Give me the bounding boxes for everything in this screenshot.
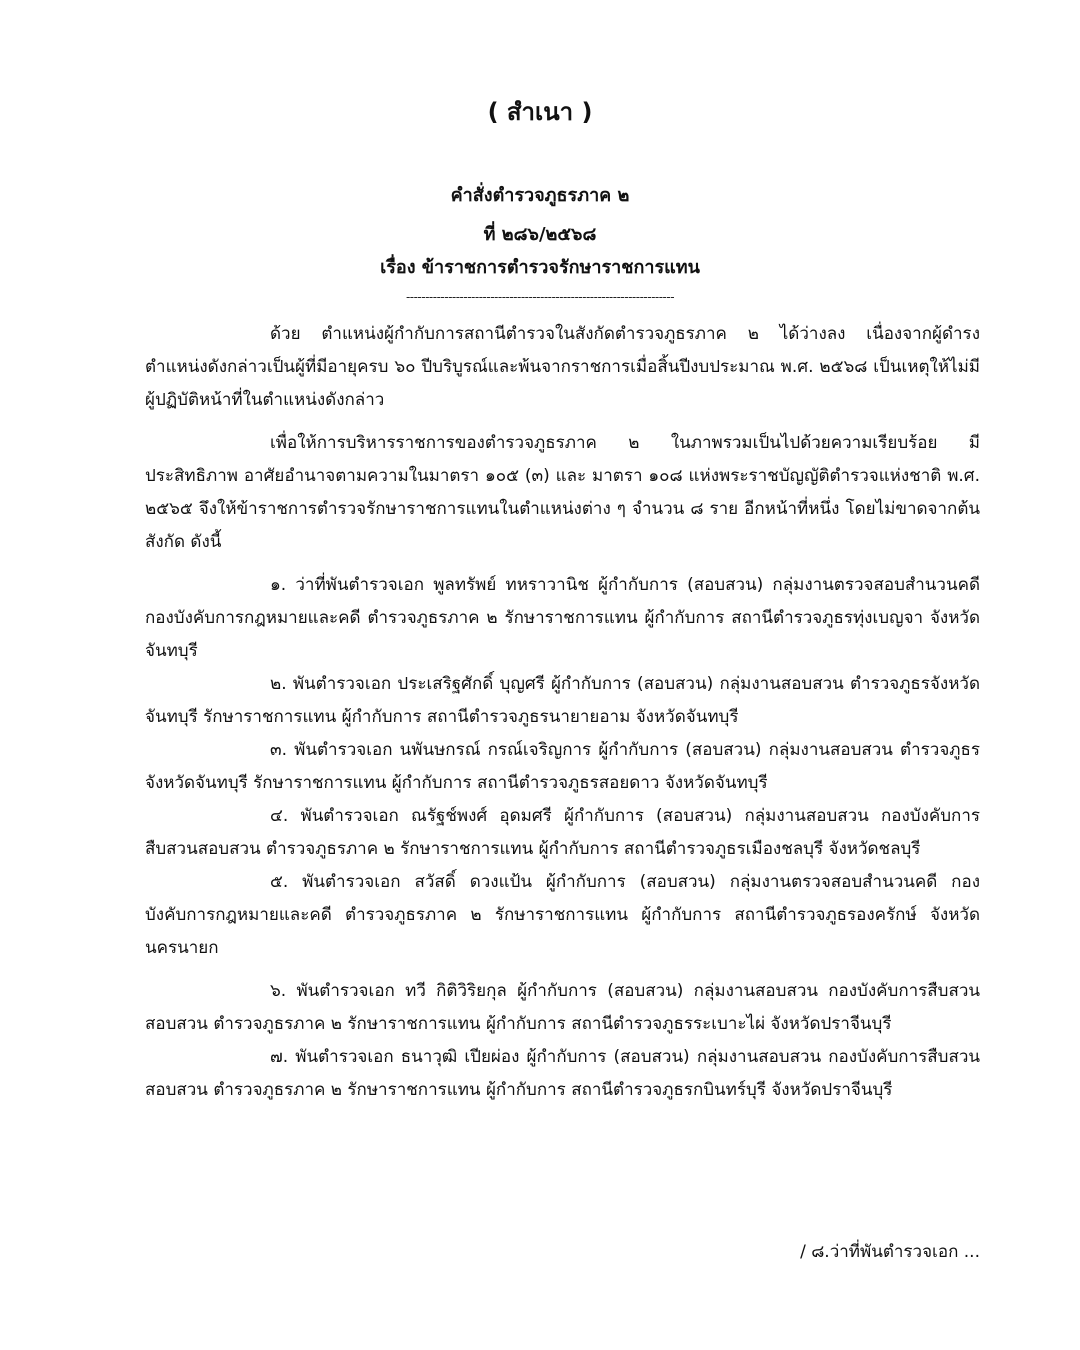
continuation-note: / ๘.ว่าที่พันตำรวจเอก ... bbox=[800, 1242, 980, 1262]
order-number: ที่ ๒๘๖/๒๕๖๘ bbox=[483, 224, 597, 245]
appointment-item-5: ๕. พันตำรวจเอก สวัสดิ์ ดวงแป้น ผู้กำกับการ (สอบสวน) กลุ่มงานตรวจสอบสำนวนคดี กองบังคับการกฎหมายและคดี ตำรวจภูธรภาค ๒ รักษาราชการแทน ผู้กำกับการ สถานีตำรวจภูธรองครักษ์ จังหวัดนครนายก bbox=[145, 872, 980, 958]
appointment-item-6: ๖. พันตำรวจเอก ทวี กิติวิริยกุล ผู้กำกับการ (สอบสวน) กลุ่มงานสอบสวน กองบังคับการสืบสวนสอบสวน ตำรวจภูธรภาค ๒ รักษาราชการแทน ผู้กำกับการ สถานีตำรวจภูธรระเบาะไผ่ จังหวัดปราจีนบุรี bbox=[145, 981, 980, 1034]
order-subject: เรื่อง ข้าราชการตำรวจรักษาราชการแทน bbox=[380, 257, 700, 278]
paragraph-reason: ด้วย ตำแหน่งผู้กำกับการสถานีตำรวจในสังกัดตำรวจภูธรภาค ๒ ได้ว่างลง เนื่องจากผู้ดำรงตำแหน่งดังกล่าวเป็นผู้ที่มีอายุครบ ๖๐ ปีบริบูรณ์และพ้นจากราชการเมื่อสิ้นปีงบประมาณ พ.ศ. ๒๕๖๘ เป็นเหตุให้ไม่มีผู้ปฏิบัติหน้าที่ในตำแหน่งดังกล่าว bbox=[145, 324, 980, 410]
divider-line: ---------------------------------------------------------------------- bbox=[405, 290, 675, 304]
paragraph-authority: เพื่อให้การบริหารราชการของตำรวจภูธรภาค ๒ ในภาพรวมเป็นไปด้วยความเรียบร้อย มีประสิทธิภาพ อาศัยอำนาจตามความในมาตรา ๑๐๕ (๓) และ มาตรา ๑๐๘ แห่งพระราชบัญญัติตำรวจแห่งชาติ พ.ศ. ๒๕๖๕ จึงให้ข้าราชการตำรวจรักษาราชการแทนในตำแหน่งต่าง ๆ จำนวน ๘ ราย อีกหน้าที่หนึ่ง โดยไม่ขาดจากต้นสังกัด ดังนี้ bbox=[145, 433, 980, 552]
appointment-item-1: ๑. ว่าที่พันตำรวจเอก พูลทรัพย์ ทหราวานิช ผู้กำกับการ (สอบสวน) กลุ่มงานตรวจสอบสำนวนคดี กองบังคับการกฎหมายและคดี ตำรวจภูธรภาค ๒ รักษาราชการแทน ผู้กำกับการ สถานีตำรวจภูธรทุ่งเบญจา จังหวัดจันทบุรี bbox=[145, 575, 980, 661]
appointment-item-4: ๔. พันตำรวจเอก ณรัฐช์พงศ์ อุดมศรี ผู้กำกับการ (สอบสวน) กลุ่มงานสอบสวน กองบังคับการสืบสวนสอบสวน ตำรวจภูธรภาค ๒ รักษาราชการแทน ผู้กำกับการ สถานีตำรวจภูธรเมืองชลบุรี จังหวัดชลบุรี bbox=[145, 806, 980, 859]
order-title: คำสั่งตำรวจภูธรภาค ๒ bbox=[450, 185, 630, 206]
appointment-item-7: ๗. พันตำรวจเอก ธนาวุฒิ เปียผ่อง ผู้กำกับการ (สอบสวน) กลุ่มงานสอบสวน กองบังคับการสืบสวนสอบสวน ตำรวจภูธรภาค ๒ รักษาราชการแทน ผู้กำกับการ สถานีตำรวจภูธรกบินทร์บุรี จังหวัดปราจีนบุรี bbox=[145, 1047, 980, 1100]
document-body bbox=[145, 318, 980, 1107]
appointment-item-2: ๒. พันตำรวจเอก ประเสริฐศักดิ์ บุญศรี ผู้กำกับการ (สอบสวน) กลุ่มงานสอบสวน ตำรวจภูธรจังหวัดจันทบุรี รักษาราชการแทน ผู้กำกับการ สถานีตำรวจภูธรนายายอาม จังหวัดจันทบุรี bbox=[145, 674, 980, 727]
appointment-item-3: ๓. พันตำรวจเอก นพันษกรณ์ กรณ์เจริญการ ผู้กำกับการ (สอบสวน) กลุ่มงานสอบสวน ตำรวจภูธรจังหวัดจันทบุรี รักษาราชการแทน ผู้กำกับการ สถานีตำรวจภูธรสอยดาว จังหวัดจันทบุรี bbox=[145, 740, 980, 793]
copy-mark: ( สำเนา ) bbox=[487, 98, 593, 126]
